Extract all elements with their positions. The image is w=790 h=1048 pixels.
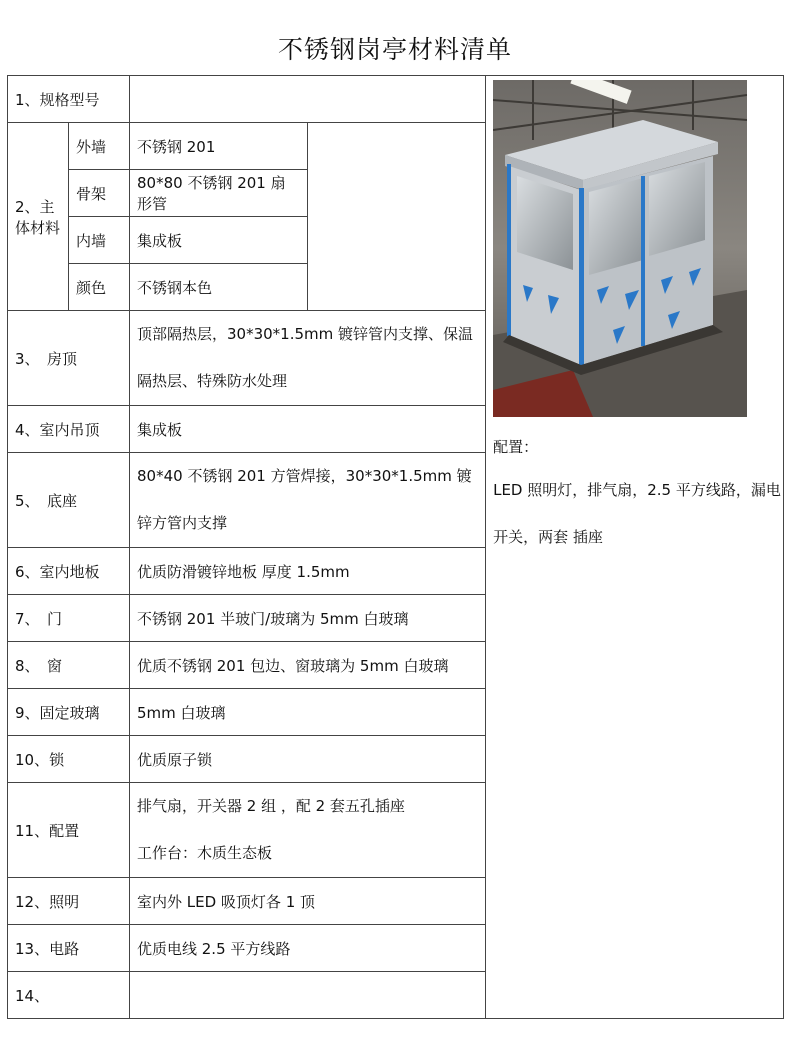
row-label: 7、 门 bbox=[8, 595, 130, 642]
sub-value: 集成板 bbox=[130, 217, 308, 264]
row-value: 室内外 LED 吸顶灯各 1 顶 bbox=[130, 878, 486, 925]
row-value: 优质原子锁 bbox=[130, 736, 486, 783]
row-label: 6、室内地板 bbox=[8, 548, 130, 595]
row-value: 优质电线 2.5 平方线路 bbox=[130, 925, 486, 972]
sub-label: 颜色 bbox=[69, 264, 130, 311]
row-label: 3、 房顶 bbox=[8, 311, 130, 406]
sub-value: 不锈钢本色 bbox=[130, 264, 308, 311]
row-label: 14、 bbox=[8, 972, 130, 1019]
row-label: 11、配置 bbox=[8, 783, 130, 878]
sub-label: 骨架 bbox=[69, 170, 130, 217]
booth-illustration bbox=[493, 80, 747, 417]
page-title: 不锈钢岗亭材料清单 bbox=[277, 35, 512, 64]
table-row bbox=[8, 76, 784, 123]
row-value bbox=[130, 76, 486, 123]
row-value bbox=[130, 783, 486, 878]
row-label: 1、规格型号 bbox=[8, 76, 130, 123]
row-label: 4、室内吊顶 bbox=[8, 406, 130, 453]
row-value: 优质不锈钢 201 包边、窗玻璃为 5mm 白玻璃 bbox=[130, 642, 486, 689]
config-section bbox=[486, 417, 783, 561]
row-value-line: 排气扇，开关器 2 组 ，配 2 套五孔插座 bbox=[137, 797, 405, 815]
row-value: 优质防滑镀锌地板 厚度 1.5mm bbox=[130, 548, 486, 595]
row-label: 10、锁 bbox=[8, 736, 130, 783]
row-value: 不锈钢 201 半玻门/玻璃为 5mm 白玻璃 bbox=[130, 595, 486, 642]
row-value: 集成板 bbox=[130, 406, 486, 453]
row-value: 5mm 白玻璃 bbox=[130, 689, 486, 736]
sub-value: 不锈钢 201 bbox=[130, 123, 308, 170]
config-text: LED 照明灯，排气扇，2.5 平方线路，漏电开关，两套 插座 bbox=[493, 481, 781, 546]
row-value: 80*40 不锈钢 201 方管焊接，30*30*1.5mm 镀锌方管内支撑 bbox=[130, 453, 486, 548]
row-value: 顶部隔热层，30*30*1.5mm 镀锌管内支撑、保温隔热层、特殊防水处理 bbox=[130, 311, 486, 406]
config-label: 配置： bbox=[493, 438, 539, 456]
row-label: 9、固定玻璃 bbox=[8, 689, 130, 736]
row-label: 2、主体材料 bbox=[8, 123, 69, 311]
row-label: 5、 底座 bbox=[8, 453, 130, 548]
row-value-line: 工作台：木质生态板 bbox=[137, 844, 273, 862]
sub-label: 内墙 bbox=[69, 217, 130, 264]
row-label: 8、 窗 bbox=[8, 642, 130, 689]
row-label: 12、照明 bbox=[8, 878, 130, 925]
sub-label: 外墙 bbox=[69, 123, 130, 170]
spec-table bbox=[7, 75, 784, 1019]
sub-value: 80*80 不锈钢 201 扇形管 bbox=[130, 170, 308, 217]
side-panel bbox=[486, 76, 784, 1019]
booth-photo bbox=[493, 80, 747, 417]
row-value bbox=[130, 972, 486, 1019]
row-label: 13、电路 bbox=[8, 925, 130, 972]
